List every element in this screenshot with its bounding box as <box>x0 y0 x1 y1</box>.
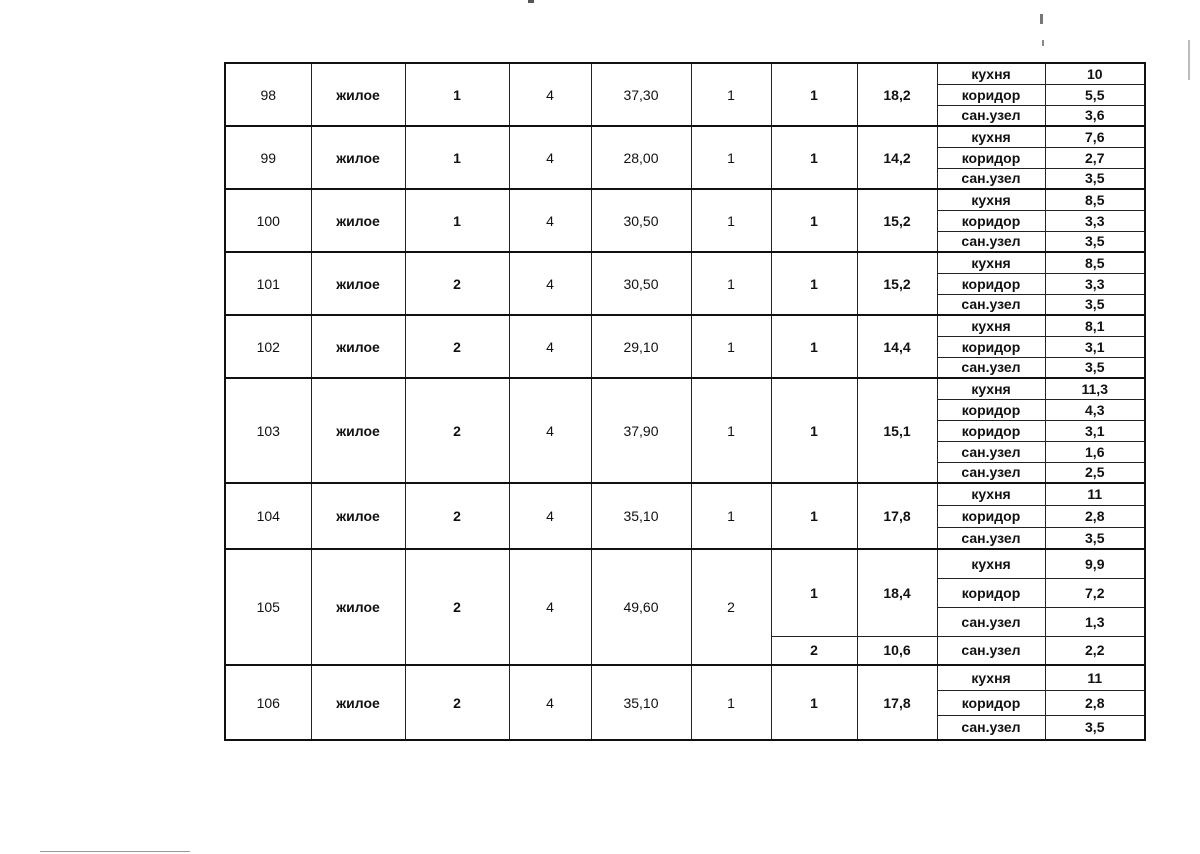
total-area: 35,10 <box>591 665 691 740</box>
apartment-number: 102 <box>225 315 311 378</box>
auxiliary-room-name: коридор <box>937 336 1045 357</box>
apartment-table <box>224 62 1146 741</box>
auxiliary-room-area: 5,5 <box>1045 84 1145 105</box>
auxiliary-room-area: 10 <box>1045 63 1145 84</box>
auxiliary-room-area: 8,5 <box>1045 252 1145 273</box>
living-room-area: 15,2 <box>857 189 937 252</box>
apartment-number: 100 <box>225 189 311 252</box>
column-3-value: 1 <box>405 63 509 126</box>
auxiliary-room-area: 4,3 <box>1045 399 1145 420</box>
column-3-value: 2 <box>405 665 509 740</box>
total-area: 28,00 <box>591 126 691 189</box>
auxiliary-room-area: 3,5 <box>1045 357 1145 378</box>
living-room-number: 1 <box>771 378 857 483</box>
auxiliary-room-name: сан.узел <box>937 636 1045 665</box>
room-count: 1 <box>691 665 771 740</box>
premises-type: жилое <box>311 665 405 740</box>
scan-edge-line <box>40 851 190 852</box>
living-room-number: 2 <box>771 636 857 665</box>
auxiliary-room-name: сан.узел <box>937 527 1045 549</box>
table-row <box>225 378 1145 399</box>
auxiliary-room-name: коридор <box>937 399 1045 420</box>
auxiliary-room-name: сан.узел <box>937 357 1045 378</box>
floor: 4 <box>509 665 591 740</box>
living-room-number: 1 <box>771 665 857 740</box>
total-area: 29,10 <box>591 315 691 378</box>
table-row <box>225 315 1145 336</box>
auxiliary-room-area: 7,2 <box>1045 578 1145 607</box>
auxiliary-room-area: 8,5 <box>1045 189 1145 210</box>
living-room-area: 14,2 <box>857 126 937 189</box>
auxiliary-room-name: коридор <box>937 84 1045 105</box>
living-room-area: 18,4 <box>857 549 937 636</box>
auxiliary-room-name: сан.узел <box>937 607 1045 636</box>
auxiliary-room-area: 2,7 <box>1045 147 1145 168</box>
auxiliary-room-name: сан.узел <box>937 105 1045 126</box>
living-room-area: 15,1 <box>857 378 937 483</box>
room-count: 1 <box>691 126 771 189</box>
table-body <box>225 63 1145 740</box>
auxiliary-room-name: кухня <box>937 63 1045 84</box>
room-count: 1 <box>691 189 771 252</box>
auxiliary-room-name: коридор <box>937 273 1045 294</box>
room-count: 1 <box>691 252 771 315</box>
auxiliary-room-name: кухня <box>937 483 1045 505</box>
living-room-number: 1 <box>771 189 857 252</box>
scan-speck <box>1040 14 1043 24</box>
premises-type: жилое <box>311 483 405 549</box>
total-area: 30,50 <box>591 189 691 252</box>
apartment-number: 99 <box>225 126 311 189</box>
auxiliary-room-name: коридор <box>937 690 1045 715</box>
floor: 4 <box>509 483 591 549</box>
premises-type: жилое <box>311 252 405 315</box>
apartment-number: 98 <box>225 63 311 126</box>
column-3-value: 2 <box>405 252 509 315</box>
living-room-number: 1 <box>771 315 857 378</box>
auxiliary-room-name: кухня <box>937 378 1045 399</box>
room-count: 1 <box>691 483 771 549</box>
auxiliary-room-area: 9,9 <box>1045 549 1145 578</box>
table-row <box>225 63 1145 84</box>
total-area: 30,50 <box>591 252 691 315</box>
living-room-area: 14,4 <box>857 315 937 378</box>
auxiliary-room-name: кухня <box>937 126 1045 147</box>
auxiliary-room-area: 1,3 <box>1045 607 1145 636</box>
total-area: 37,90 <box>591 378 691 483</box>
table-row <box>225 252 1145 273</box>
column-3-value: 2 <box>405 549 509 665</box>
auxiliary-room-area: 2,8 <box>1045 690 1145 715</box>
auxiliary-room-name: коридор <box>937 210 1045 231</box>
living-room-area: 18,2 <box>857 63 937 126</box>
column-3-value: 2 <box>405 483 509 549</box>
premises-type: жилое <box>311 378 405 483</box>
auxiliary-room-name: коридор <box>937 147 1045 168</box>
living-room-number: 1 <box>771 252 857 315</box>
room-count: 2 <box>691 549 771 665</box>
auxiliary-room-area: 8,1 <box>1045 315 1145 336</box>
living-room-number: 1 <box>771 63 857 126</box>
total-area: 37,30 <box>591 63 691 126</box>
auxiliary-room-area: 2,5 <box>1045 462 1145 483</box>
living-room-area: 10,6 <box>857 636 937 665</box>
premises-type: жилое <box>311 549 405 665</box>
table-row <box>225 126 1145 147</box>
auxiliary-room-name: сан.узел <box>937 168 1045 189</box>
auxiliary-room-name: кухня <box>937 252 1045 273</box>
floor: 4 <box>509 189 591 252</box>
premises-type: жилое <box>311 126 405 189</box>
column-3-value: 2 <box>405 378 509 483</box>
auxiliary-room-name: кухня <box>937 315 1045 336</box>
premises-type: жилое <box>311 63 405 126</box>
apartment-number: 104 <box>225 483 311 549</box>
scan-speck <box>1042 40 1044 46</box>
room-count: 1 <box>691 378 771 483</box>
room-count: 1 <box>691 315 771 378</box>
auxiliary-room-name: коридор <box>937 578 1045 607</box>
scan-speck <box>528 0 534 3</box>
living-room-area: 17,8 <box>857 483 937 549</box>
living-room-number: 1 <box>771 126 857 189</box>
auxiliary-room-name: сан.узел <box>937 231 1045 252</box>
living-room-number: 1 <box>771 549 857 636</box>
apartment-number: 103 <box>225 378 311 483</box>
auxiliary-room-area: 3,3 <box>1045 273 1145 294</box>
room-count: 1 <box>691 63 771 126</box>
auxiliary-room-area: 3,5 <box>1045 231 1145 252</box>
living-room-area: 17,8 <box>857 665 937 740</box>
auxiliary-room-area: 3,3 <box>1045 210 1145 231</box>
auxiliary-room-area: 3,5 <box>1045 715 1145 740</box>
floor: 4 <box>509 549 591 665</box>
table-row <box>225 483 1145 505</box>
auxiliary-room-area: 11,3 <box>1045 378 1145 399</box>
auxiliary-room-name: сан.узел <box>937 462 1045 483</box>
auxiliary-room-area: 1,6 <box>1045 441 1145 462</box>
apartment-number: 106 <box>225 665 311 740</box>
auxiliary-room-area: 3,5 <box>1045 527 1145 549</box>
apartment-number: 101 <box>225 252 311 315</box>
column-3-value: 2 <box>405 315 509 378</box>
floor: 4 <box>509 126 591 189</box>
column-3-value: 1 <box>405 189 509 252</box>
auxiliary-room-name: сан.узел <box>937 294 1045 315</box>
premises-type: жилое <box>311 315 405 378</box>
auxiliary-room-area: 3,5 <box>1045 168 1145 189</box>
auxiliary-room-area: 3,6 <box>1045 105 1145 126</box>
auxiliary-room-area: 3,1 <box>1045 420 1145 441</box>
auxiliary-room-name: кухня <box>937 665 1045 690</box>
column-3-value: 1 <box>405 126 509 189</box>
total-area: 49,60 <box>591 549 691 665</box>
auxiliary-room-area: 2,2 <box>1045 636 1145 665</box>
floor: 4 <box>509 63 591 126</box>
auxiliary-room-area: 3,1 <box>1045 336 1145 357</box>
auxiliary-room-name: сан.узел <box>937 715 1045 740</box>
auxiliary-room-area: 3,5 <box>1045 294 1145 315</box>
auxiliary-room-name: кухня <box>937 549 1045 578</box>
premises-type: жилое <box>311 189 405 252</box>
auxiliary-room-name: коридор <box>937 420 1045 441</box>
apartment-number: 105 <box>225 549 311 665</box>
scan-speck <box>1188 40 1190 80</box>
auxiliary-room-area: 11 <box>1045 665 1145 690</box>
living-room-number: 1 <box>771 483 857 549</box>
auxiliary-room-name: сан.узел <box>937 441 1045 462</box>
auxiliary-room-name: коридор <box>937 505 1045 527</box>
floor: 4 <box>509 252 591 315</box>
floor: 4 <box>509 315 591 378</box>
table-row <box>225 665 1145 690</box>
living-room-area: 15,2 <box>857 252 937 315</box>
auxiliary-room-area: 2,8 <box>1045 505 1145 527</box>
auxiliary-room-area: 7,6 <box>1045 126 1145 147</box>
auxiliary-room-area: 11 <box>1045 483 1145 505</box>
floor: 4 <box>509 378 591 483</box>
table-row <box>225 549 1145 578</box>
auxiliary-room-name: кухня <box>937 189 1045 210</box>
table-row <box>225 189 1145 210</box>
total-area: 35,10 <box>591 483 691 549</box>
